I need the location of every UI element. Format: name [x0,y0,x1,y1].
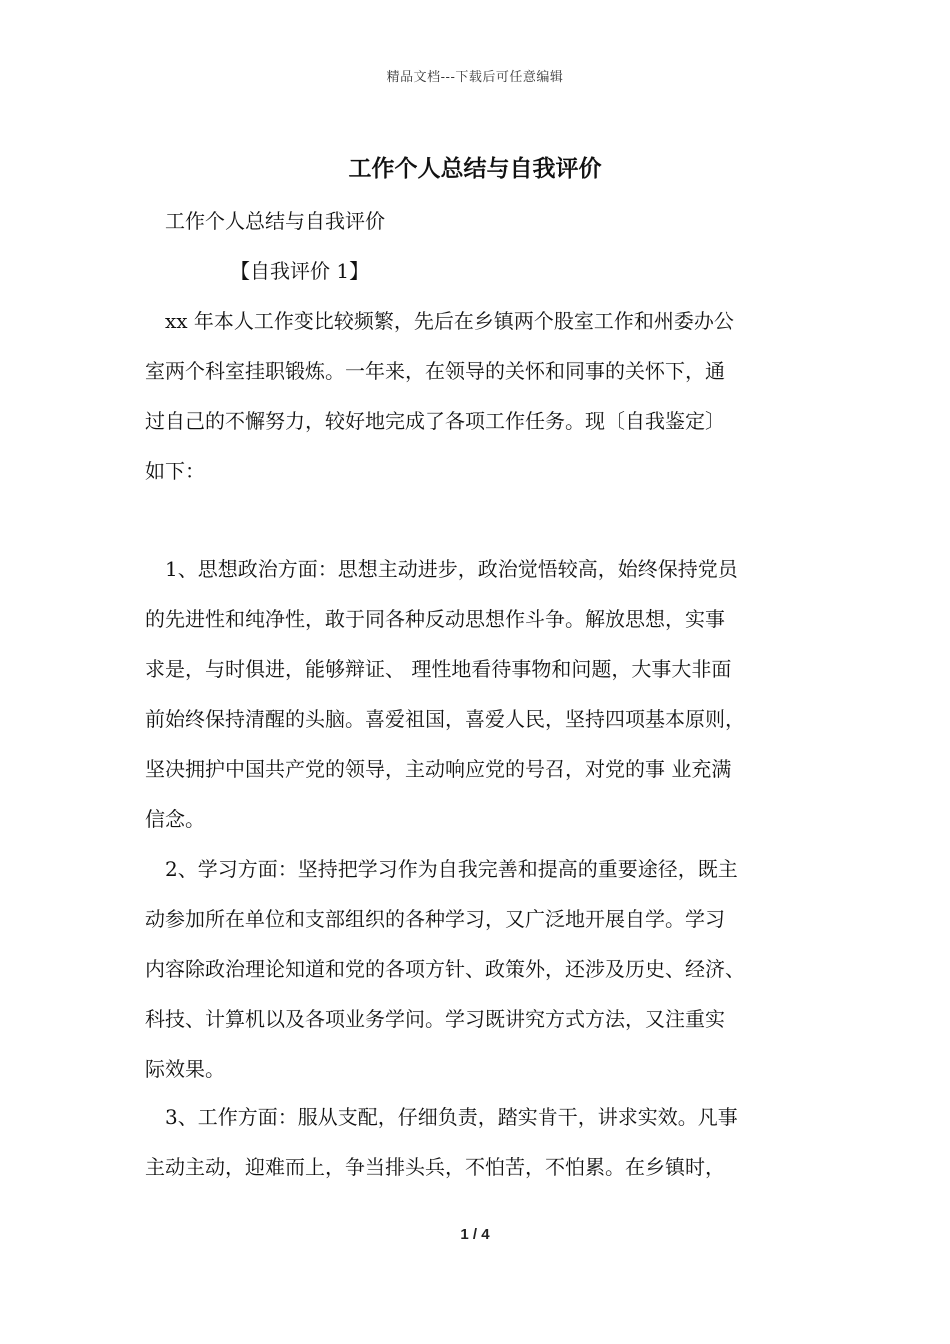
paragraph-line: 坚决拥护中国共产党的领导，主动响应党的号召，对党的事 业充满 [145,757,732,781]
paragraph-line: 科技、计算机以及各项业务学问。学习既讲究方式方法，又注重实 [145,1007,725,1031]
section-heading: 【自我评价 1】 [230,259,370,283]
paragraph-line: 的先进性和纯净性，敢于同各种反动思想作斗争。解放思想，实事 [145,607,725,631]
paragraph-line: 室两个科室挂职锻炼。一年来，在领导的关怀和同事的关怀下，通 [145,359,725,383]
paragraph-line: 求是，与时俱进，能够辩证、 理性地看待事物和问题，大事大非面 [145,657,732,681]
page-header: 精品文档---下载后可任意编辑 [386,70,564,85]
paragraph-line: 主动主动，迎难而上，争当排头兵，不怕苦，不怕累。在乡镇时， [145,1155,725,1179]
paragraph-line: 信念。 [145,807,205,831]
paragraph-line: 如下： [145,459,205,483]
page-number: 1 / 4 [460,1226,490,1243]
paragraph-line: 过自己的不懈努力，较好地完成了各项工作任务。现〔自我鉴定〕 [145,409,725,433]
paragraph-line: 内容除政治理论知道和党的各项方针、政策外，还涉及历史、经济、 [145,957,745,981]
paragraph-line: 3、工作方面：服从支配，仔细负责，踏实肯干，讲求实效。凡事 [165,1105,738,1129]
document-title: 工作个人总结与自我评价 [348,155,602,182]
subtitle-line: 工作个人总结与自我评价 [165,209,385,233]
paragraph-line: xx 年本人工作变比较频繁，先后在乡镇两个股室工作和州委办公 [165,309,734,333]
paragraph-line: 2、学习方面：坚持把学习作为自我完善和提高的重要途径，既主 [165,857,738,881]
paragraph-line: 动参加所在单位和支部组织的各种学习，又广泛地开展自学。学习 [145,907,725,931]
paragraph-line: 1、思想政治方面：思想主动进步，政治觉悟较高，始终保持党员 [165,557,738,581]
paragraph-line: 际效果。 [145,1057,225,1081]
paragraph-line: 前始终保持清醒的头脑。喜爱祖国，喜爱人民，坚持四项基本原则， [145,707,745,731]
